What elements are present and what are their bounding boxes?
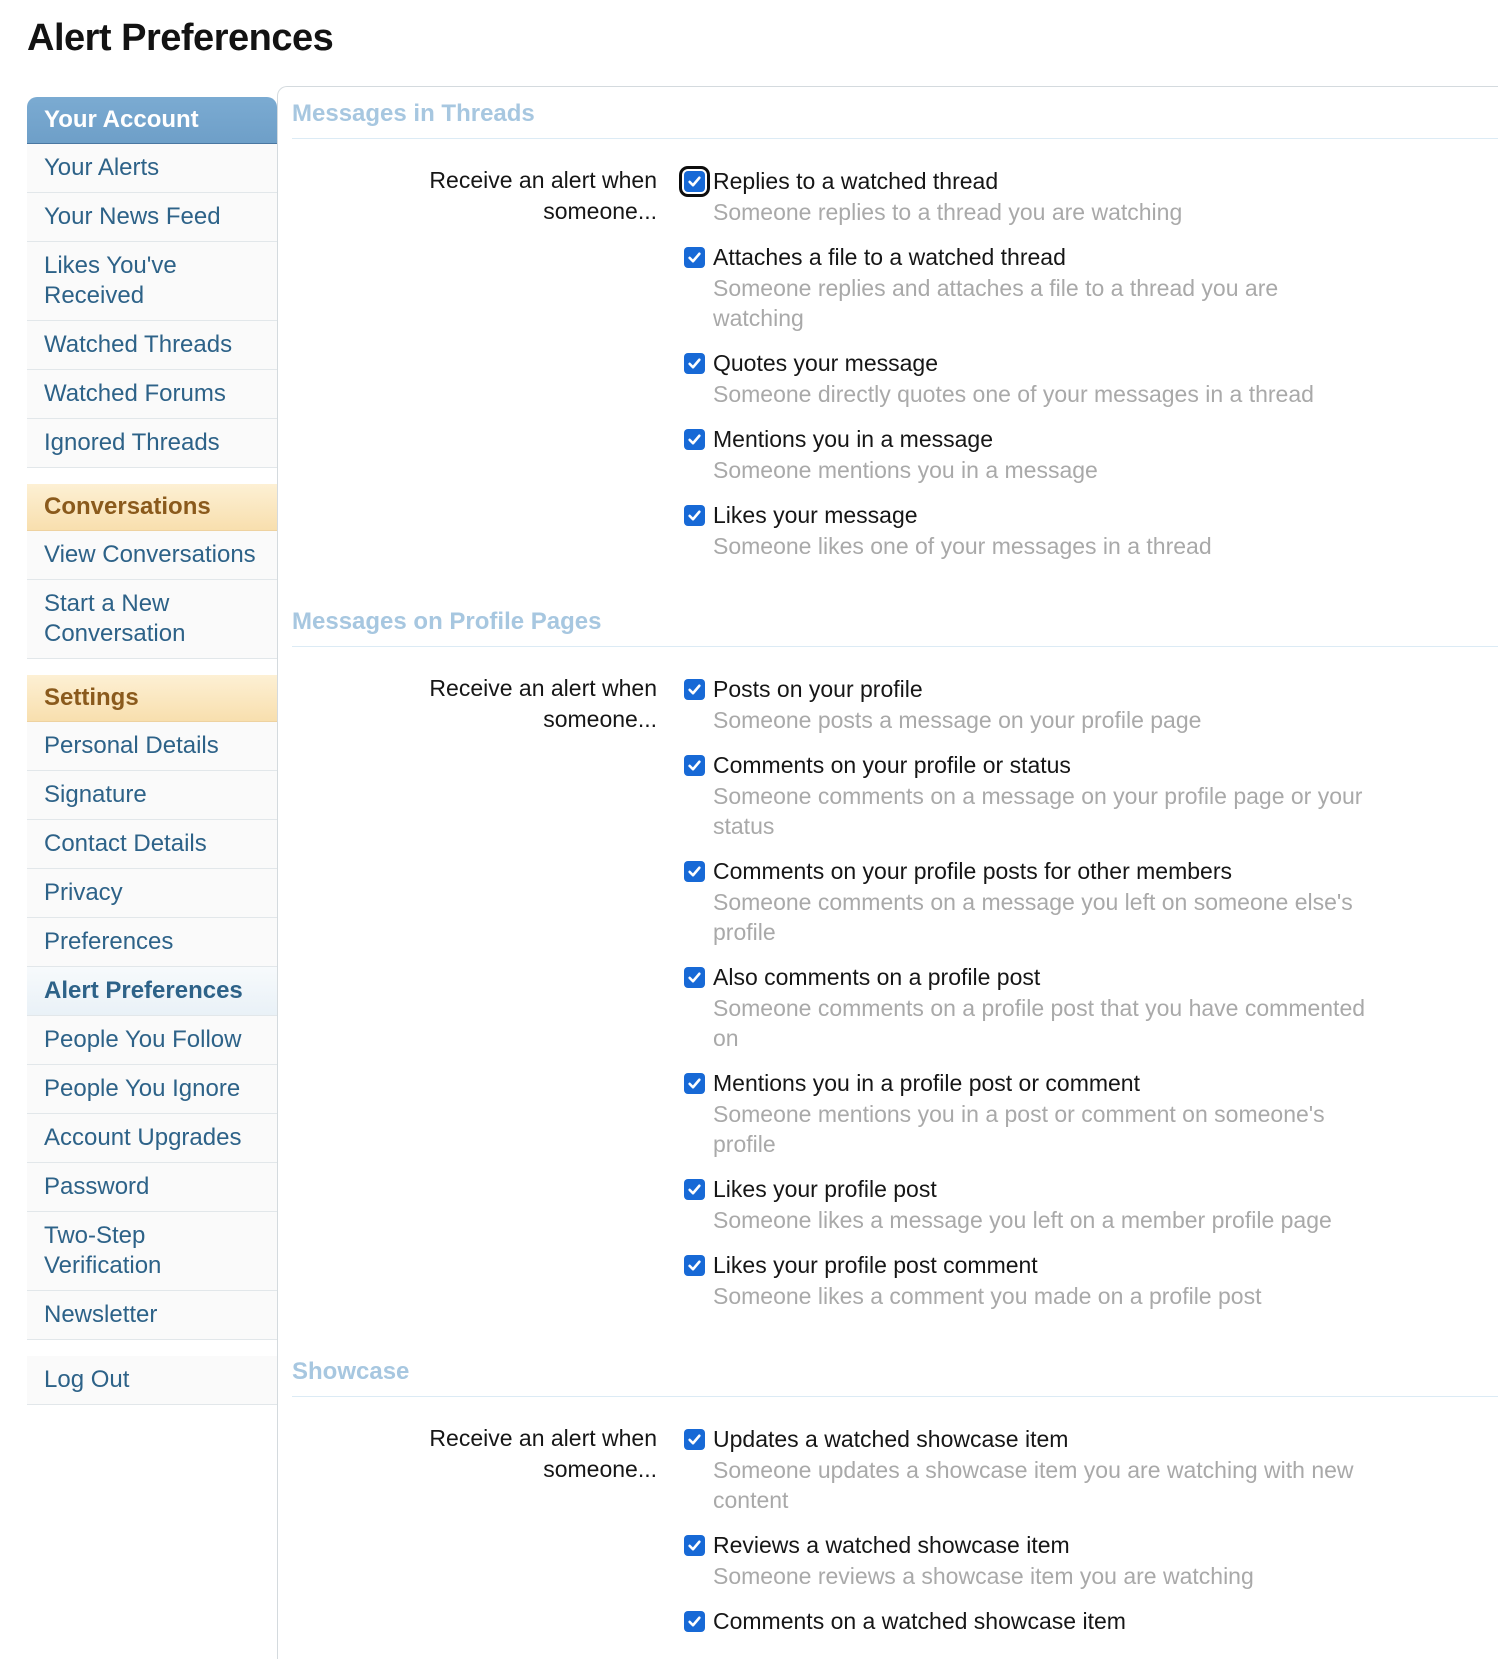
checkmark-icon bbox=[687, 432, 702, 447]
option-label[interactable]: Attaches a file to a watched thread bbox=[713, 244, 1066, 270]
row-label bbox=[292, 1423, 684, 1651]
checkbox-likes-your-profile-post[interactable] bbox=[684, 1179, 705, 1200]
option-label-row[interactable] bbox=[684, 1605, 1498, 1637]
option-description: Someone mentions you in a message bbox=[713, 457, 1098, 483]
section-heading-showcase: Showcase bbox=[292, 1351, 1498, 1397]
checkbox-also-comments-on-a-profile-post[interactable] bbox=[684, 967, 705, 988]
options-column bbox=[684, 673, 1498, 1325]
options-column bbox=[684, 1423, 1498, 1651]
sidebar-item-likes-you-ve-received[interactable]: Likes You've Received bbox=[27, 242, 277, 321]
alert-option-updates-a-watched-showcase-item bbox=[684, 1423, 1498, 1515]
checkmark-icon bbox=[687, 970, 702, 985]
checkbox-mentions-you-in-a-message[interactable] bbox=[684, 429, 705, 450]
alert-option-reviews-a-watched-showcase-item bbox=[684, 1529, 1498, 1591]
sidebar-item-log-out[interactable]: Log Out bbox=[27, 1356, 277, 1405]
row-label-text: Receive an alert when someone... bbox=[429, 675, 657, 732]
checkbox-replies-to-a-watched-thread[interactable] bbox=[684, 171, 705, 192]
option-label[interactable]: Mentions you in a message bbox=[713, 426, 993, 452]
alert-option-comments-on-a-watched-showcase-item bbox=[684, 1605, 1498, 1637]
sidebar-item-start-a-new-conversation[interactable]: Start a New Conversation bbox=[27, 580, 277, 659]
option-label[interactable]: Posts on your profile bbox=[713, 676, 923, 702]
section-messages-on-profile-pages bbox=[292, 601, 1498, 1325]
option-description: Someone likes one of your messages in a thread bbox=[713, 533, 1212, 559]
sidebar-item-signature[interactable]: Signature bbox=[27, 771, 277, 820]
option-description: Someone likes a comment you made on a profile post bbox=[713, 1283, 1262, 1309]
option-description: Someone reviews a showcase item you are watching bbox=[713, 1563, 1254, 1589]
sidebar-group-footer bbox=[27, 1356, 277, 1405]
option-label-row[interactable] bbox=[684, 423, 1498, 455]
alert-option-also-comments-on-a-profile-post bbox=[684, 961, 1498, 1053]
option-label[interactable]: Quotes your message bbox=[713, 350, 939, 376]
option-label-row[interactable] bbox=[684, 855, 1498, 887]
option-label[interactable]: Replies to a watched thread bbox=[713, 168, 999, 194]
sidebar-item-newsletter[interactable]: Newsletter bbox=[27, 1291, 277, 1340]
option-description: Someone directly quotes one of your messages in a thread bbox=[713, 381, 1314, 407]
option-description: Someone replies and attaches a file to a thread you are watching bbox=[713, 275, 1279, 331]
checkmark-icon bbox=[687, 174, 702, 189]
pref-row bbox=[292, 1423, 1498, 1651]
option-label-row[interactable] bbox=[684, 1423, 1498, 1455]
alert-option-likes-your-profile-post bbox=[684, 1173, 1498, 1235]
main-layout bbox=[27, 86, 1498, 1659]
checkbox-likes-your-profile-post-comment[interactable] bbox=[684, 1255, 705, 1276]
checkbox-attaches-a-file-to-a-watched-thread[interactable] bbox=[684, 247, 705, 268]
alert-option-mentions-you-in-a-message bbox=[684, 423, 1498, 485]
option-description: Someone comments on a message on your profile page or your status bbox=[713, 783, 1363, 839]
option-label-row[interactable] bbox=[684, 1173, 1498, 1205]
option-label-row[interactable] bbox=[684, 1529, 1498, 1561]
option-label-row[interactable] bbox=[684, 1067, 1498, 1099]
section-heading-messages-in-threads: Messages in Threads bbox=[292, 93, 1498, 139]
checkmark-icon bbox=[687, 1538, 702, 1553]
checkbox-comments-on-your-profile-posts-for-other-members[interactable] bbox=[684, 861, 705, 882]
section-showcase bbox=[292, 1351, 1498, 1651]
sidebar-item-people-you-ignore[interactable]: People You Ignore bbox=[27, 1065, 277, 1114]
checkbox-likes-your-message[interactable] bbox=[684, 505, 705, 526]
option-label-row[interactable] bbox=[684, 165, 1498, 197]
sidebar-item-preferences[interactable]: Preferences bbox=[27, 918, 277, 967]
option-label[interactable]: Comments on your profile posts for other members bbox=[713, 858, 1232, 884]
option-label[interactable]: Comments on your profile or status bbox=[713, 752, 1071, 778]
checkbox-posts-on-your-profile[interactable] bbox=[684, 679, 705, 700]
sidebar-item-personal-details[interactable]: Personal Details bbox=[27, 722, 277, 771]
checkbox-reviews-a-watched-showcase-item[interactable] bbox=[684, 1535, 705, 1556]
option-label-row[interactable] bbox=[684, 241, 1498, 273]
option-description: Someone likes a message you left on a member profile page bbox=[713, 1207, 1332, 1233]
checkmark-icon bbox=[687, 356, 702, 371]
alert-option-likes-your-message bbox=[684, 499, 1498, 561]
preferences-panel bbox=[277, 86, 1498, 1659]
sidebar-item-watched-threads[interactable]: Watched Threads bbox=[27, 321, 277, 370]
checkmark-icon bbox=[687, 682, 702, 697]
sidebar-item-watched-forums[interactable]: Watched Forums bbox=[27, 370, 277, 419]
option-label[interactable]: Likes your profile post bbox=[713, 1176, 937, 1202]
option-description: Someone posts a message on your profile page bbox=[713, 707, 1202, 733]
row-label-text: Receive an alert when someone... bbox=[429, 167, 657, 224]
option-label[interactable]: Likes your message bbox=[713, 502, 918, 528]
option-label-row[interactable] bbox=[684, 749, 1498, 781]
option-label[interactable]: Updates a watched showcase item bbox=[713, 1426, 1069, 1452]
option-label[interactable]: Mentions you in a profile post or comment bbox=[713, 1070, 1140, 1096]
sidebar-group-your-account bbox=[27, 97, 277, 468]
checkbox-mentions-you-in-a-profile-post-or-comment[interactable] bbox=[684, 1073, 705, 1094]
alert-option-likes-your-profile-post-comment bbox=[684, 1249, 1498, 1311]
sidebar-item-alert-preferences[interactable]: Alert Preferences bbox=[27, 967, 277, 1016]
option-description: Someone comments on a profile post that you have commented on bbox=[713, 995, 1366, 1051]
alert-option-replies-to-a-watched-thread bbox=[684, 165, 1498, 227]
section-heading-messages-on-profile-pages: Messages on Profile Pages bbox=[292, 601, 1498, 647]
sidebar-item-ignored-threads[interactable]: Ignored Threads bbox=[27, 419, 277, 468]
alert-option-mentions-you-in-a-profile-post-or-comment bbox=[684, 1067, 1498, 1159]
sidebar bbox=[27, 97, 277, 1405]
checkmark-icon bbox=[687, 1076, 702, 1091]
sidebar-group-conversations bbox=[27, 484, 277, 659]
sidebar-group-settings bbox=[27, 675, 277, 1340]
sidebar-item-two-step-verification[interactable]: Two-Step Verification bbox=[27, 1212, 277, 1291]
option-label[interactable]: Also comments on a profile post bbox=[713, 964, 1041, 990]
option-label-row[interactable] bbox=[684, 961, 1498, 993]
sidebar-item-contact-details[interactable]: Contact Details bbox=[27, 820, 277, 869]
checkmark-icon bbox=[687, 1614, 702, 1629]
option-description: Someone updates a showcase item you are watching with new content bbox=[713, 1457, 1354, 1513]
alert-option-posts-on-your-profile bbox=[684, 673, 1498, 735]
section-messages-in-threads bbox=[292, 93, 1498, 575]
sidebar-item-people-you-follow[interactable]: People You Follow bbox=[27, 1016, 277, 1065]
alert-option-comments-on-your-profile-posts-for-other-members bbox=[684, 855, 1498, 947]
option-label[interactable]: Comments on a watched showcase item bbox=[713, 1608, 1126, 1634]
sidebar-item-privacy[interactable]: Privacy bbox=[27, 869, 277, 918]
option-description: Someone replies to a thread you are watching bbox=[713, 199, 1183, 225]
row-label bbox=[292, 673, 684, 1325]
checkmark-icon bbox=[687, 758, 702, 773]
option-label-row[interactable] bbox=[684, 347, 1498, 379]
option-label-row[interactable] bbox=[684, 1249, 1498, 1281]
sidebar-header-conversations: Conversations bbox=[27, 484, 277, 531]
option-label[interactable]: Reviews a watched showcase item bbox=[713, 1532, 1070, 1558]
page-title: Alert Preferences bbox=[27, 17, 334, 59]
pref-row bbox=[292, 165, 1498, 575]
sidebar-item-your-news-feed[interactable]: Your News Feed bbox=[27, 193, 277, 242]
sidebar-item-account-upgrades[interactable]: Account Upgrades bbox=[27, 1114, 277, 1163]
alert-option-attaches-a-file-to-a-watched-thread bbox=[684, 241, 1498, 333]
alert-option-comments-on-your-profile-or-status bbox=[684, 749, 1498, 841]
sidebar-header-your-account: Your Account bbox=[27, 97, 277, 144]
row-label-text: Receive an alert when someone... bbox=[429, 1425, 657, 1482]
alert-option-quotes-your-message bbox=[684, 347, 1498, 409]
checkmark-icon bbox=[687, 508, 702, 523]
checkmark-icon bbox=[687, 1432, 702, 1447]
checkbox-updates-a-watched-showcase-item[interactable] bbox=[684, 1429, 705, 1450]
checkmark-icon bbox=[687, 1182, 702, 1197]
options-column bbox=[684, 165, 1498, 575]
row-label bbox=[292, 165, 684, 575]
checkbox-comments-on-a-watched-showcase-item[interactable] bbox=[684, 1611, 705, 1632]
option-label[interactable]: Likes your profile post comment bbox=[713, 1252, 1038, 1278]
sidebar-item-your-alerts[interactable]: Your Alerts bbox=[27, 144, 277, 193]
option-description: Someone comments on a message you left on someone else's profile bbox=[713, 889, 1353, 945]
checkmark-icon bbox=[687, 250, 702, 265]
pref-row bbox=[292, 673, 1498, 1325]
option-label-row[interactable] bbox=[684, 499, 1498, 531]
option-description: Someone mentions you in a post or comment on someone's profile bbox=[713, 1101, 1325, 1157]
sidebar-header-settings: Settings bbox=[27, 675, 277, 722]
checkbox-comments-on-your-profile-or-status[interactable] bbox=[684, 755, 705, 776]
sidebar-item-view-conversations[interactable]: View Conversations bbox=[27, 531, 277, 580]
checkmark-icon bbox=[687, 864, 702, 879]
sidebar-item-password[interactable]: Password bbox=[27, 1163, 277, 1212]
option-label-row[interactable] bbox=[684, 673, 1498, 705]
checkbox-quotes-your-message[interactable] bbox=[684, 353, 705, 374]
checkmark-icon bbox=[687, 1258, 702, 1273]
